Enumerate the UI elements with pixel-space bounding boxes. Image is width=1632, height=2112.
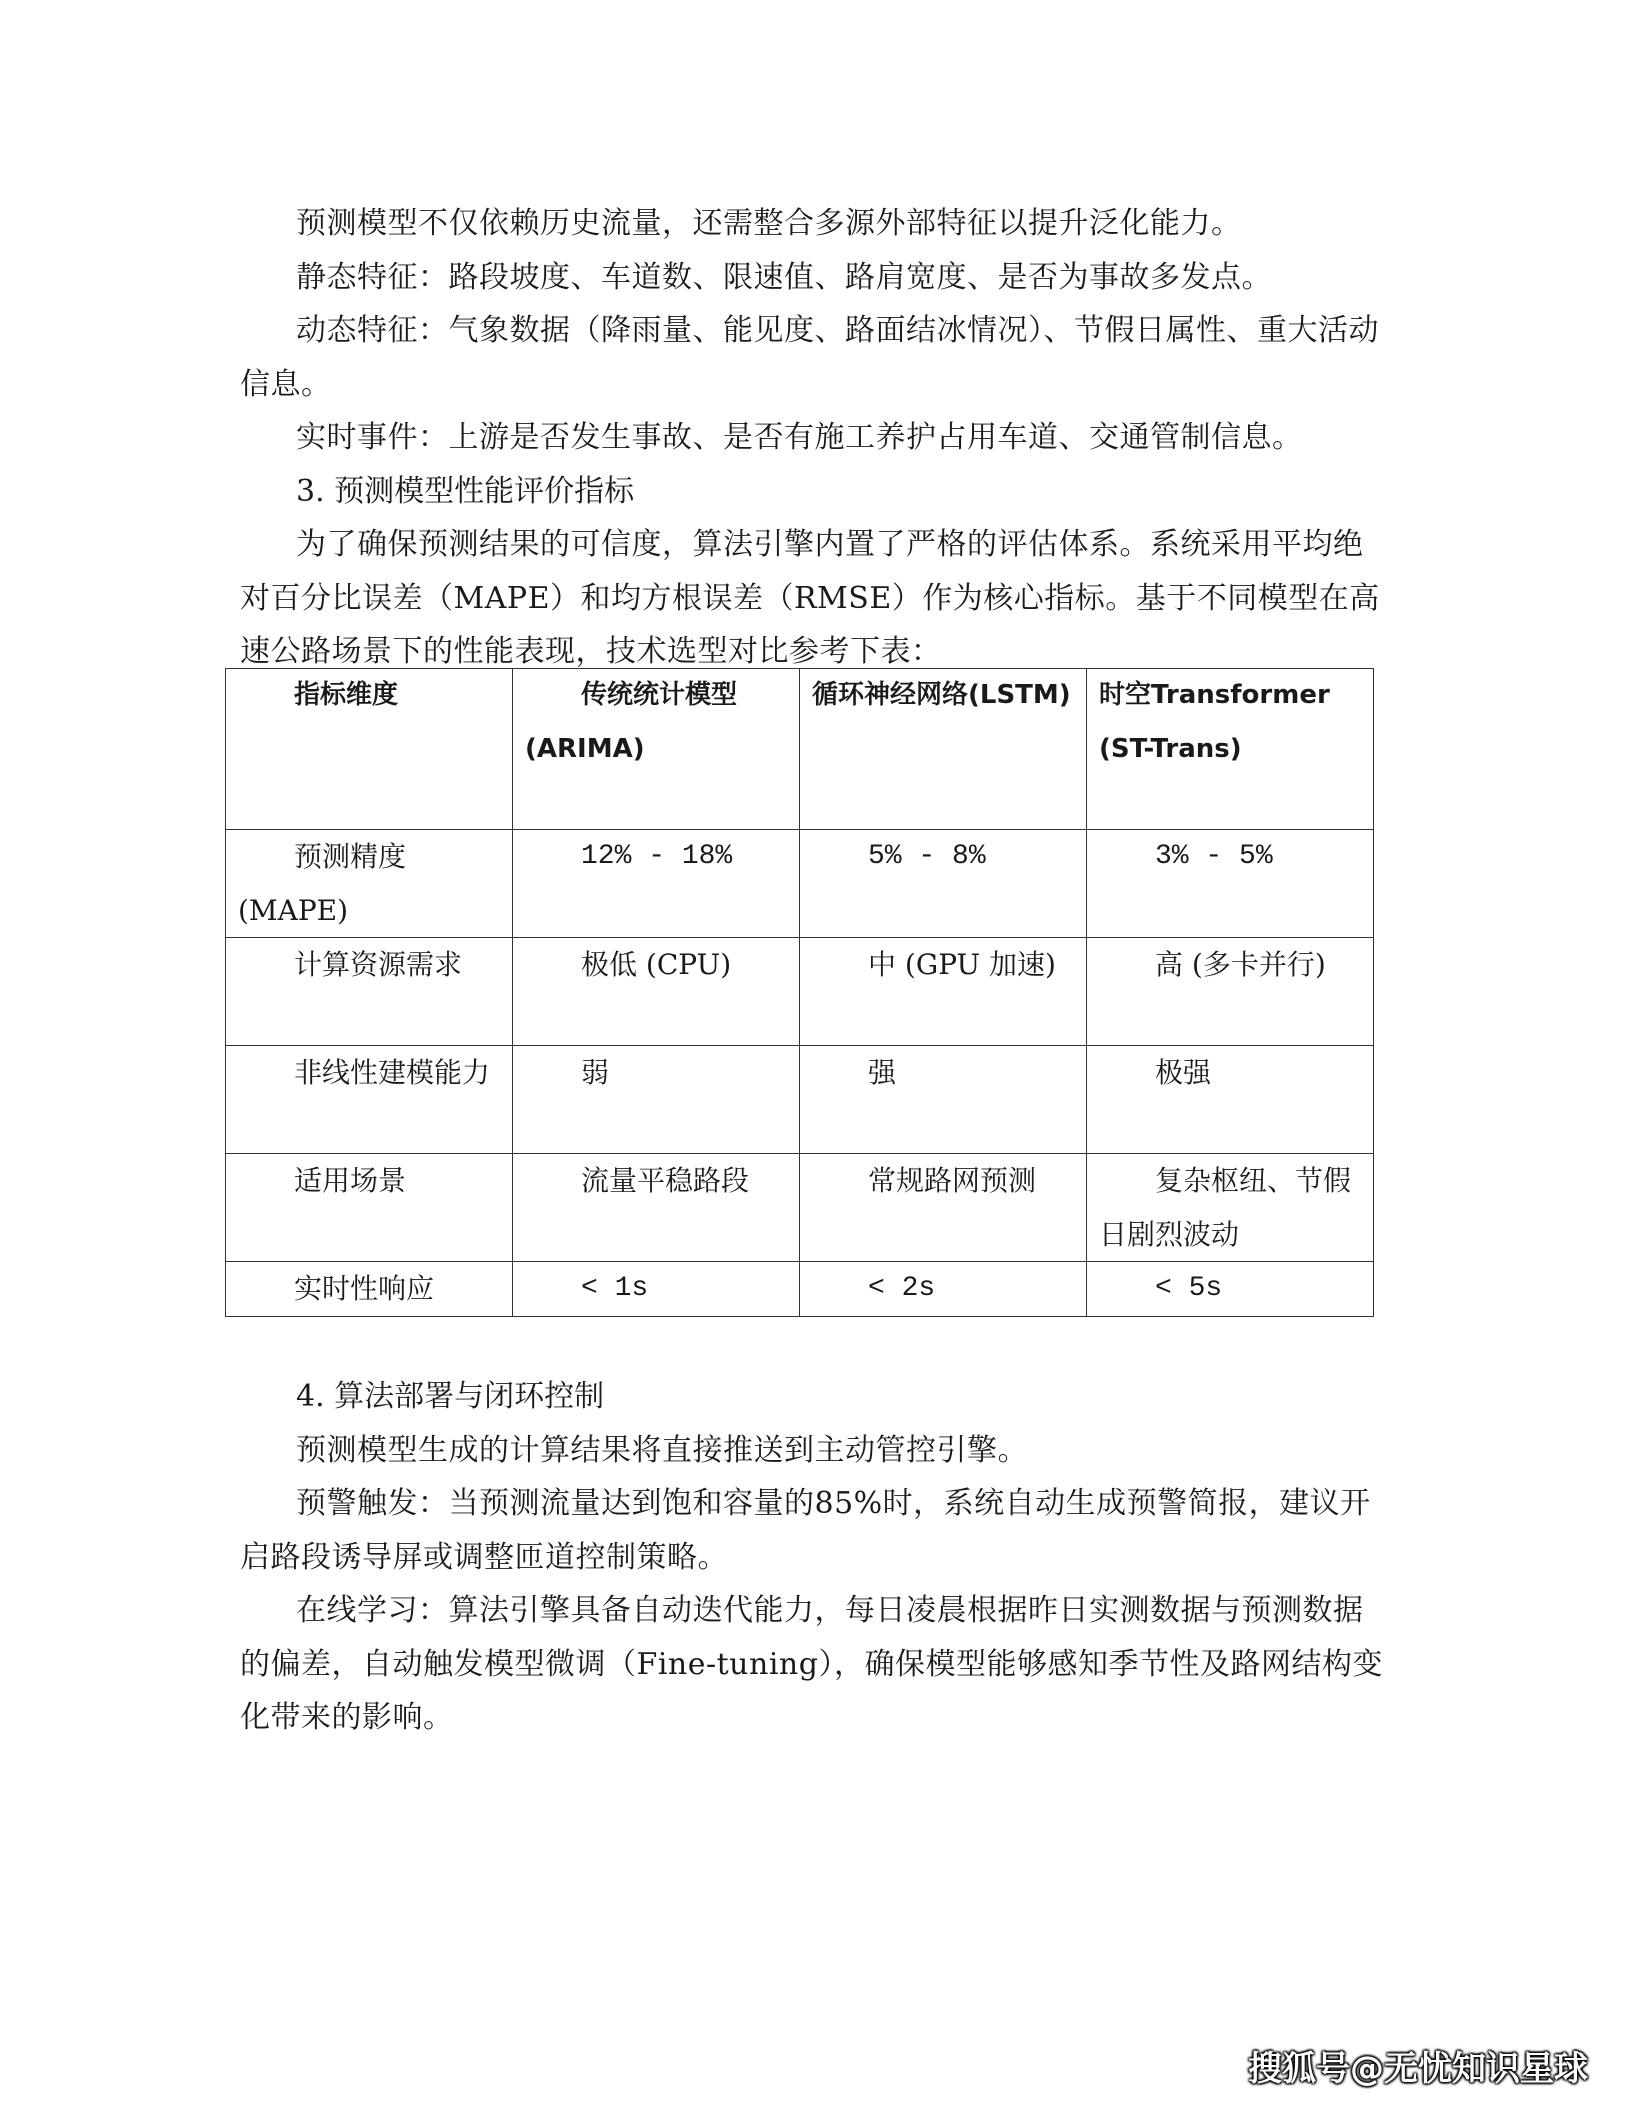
table-cell: 流量平稳路段 — [513, 1154, 800, 1262]
paragraph: 动态特征：气象数据（降雨量、能见度、路面结冰情况）、节假日属性、重大活动信息。 — [240, 313, 1379, 402]
table-cell: 高 (多卡并行) — [1087, 938, 1374, 1046]
comparison-table — [225, 668, 1374, 1317]
section-heading: 3. 预测模型性能评价指标 — [296, 473, 635, 509]
paragraph: 预测模型生成的计算结果将直接推送到主动管控引擎。 — [296, 1432, 1028, 1468]
table-cell: 常规路网预测 — [800, 1154, 1087, 1262]
document-body-continued — [240, 1370, 1390, 1745]
table-header-cell: 指标维度 — [226, 669, 513, 830]
table-header-cell: 时空Transformer (ST-Trans) — [1087, 669, 1374, 830]
table-row — [226, 830, 1374, 938]
table-row — [226, 1046, 1374, 1154]
table-cell: 非线性建模能力 — [226, 1046, 513, 1154]
table-cell: 复杂枢纽、节假日剧烈波动 — [1087, 1154, 1374, 1262]
table-cell: < 1s — [513, 1262, 800, 1317]
paragraph: 为了确保预测结果的可信度，算法引擎内置了严格的评估体系。系统采用平均绝对百分比误差（MAPE）和均方根误差（RMSE）作为核心指标。基于不同模型在高速公路场景下的性能表现，技术选型对比参考下表： — [240, 527, 1380, 669]
table-cell: < 2s — [800, 1262, 1087, 1317]
paragraph: 预警触发：当预测流量达到饱和容量的85%时，系统自动生成预警简报，建议开启路段诱导屏或调整匝道控制策略。 — [240, 1486, 1371, 1575]
table-cell: 中 (GPU 加速) — [800, 938, 1087, 1046]
table-header-cell: 循环神经网络(LSTM) — [800, 669, 1087, 830]
section-heading: 4. 算法部署与闭环控制 — [296, 1379, 605, 1414]
table-cell: < 5s — [1087, 1262, 1374, 1317]
paragraph: 预测模型不仅依赖历史流量，还需整合多源外部特征以提升泛化能力。 — [296, 206, 1242, 241]
document-body — [240, 0, 1390, 679]
table-header-cell: 传统统计模型(ARIMA) — [513, 669, 800, 830]
table-cell: 弱 — [513, 1046, 800, 1154]
table-cell: 计算资源需求 — [226, 938, 513, 1046]
table-cell: 极强 — [1087, 1046, 1374, 1154]
table-header-row — [226, 669, 1374, 830]
table-row — [226, 1262, 1374, 1317]
table-cell: 5% - 8% — [800, 830, 1087, 938]
table-cell: 强 — [800, 1046, 1087, 1154]
table-row — [226, 938, 1374, 1046]
table-cell: 极低 (CPU) — [513, 938, 800, 1046]
paragraph: 实时事件：上游是否发生事故、是否有施工养护占用车道、交通管制信息。 — [296, 420, 1303, 455]
table-cell: 12% - 18% — [513, 830, 800, 938]
paragraph: 在线学习：算法引擎具备自动迭代能力，每日凌晨根据昨日实测数据与预测数据的偏差，自动触发模型微调（Fine-tuning），确保模型能够感知季节性及路网结构变化带来的影响。 — [240, 1593, 1383, 1735]
table-cell: 预测精度(MAPE) — [226, 830, 513, 938]
paragraph: 静态特征：路段坡度、车道数、限速值、路肩宽度、是否为事故多发点。 — [296, 259, 1272, 295]
table-cell: 3% - 5% — [1087, 830, 1374, 938]
watermark: 搜狐号@无忧知识星球 — [1248, 2049, 1588, 2089]
table-row — [226, 1154, 1374, 1262]
table-cell: 适用场景 — [226, 1154, 513, 1262]
table-cell: 实时性响应 — [226, 1262, 513, 1317]
